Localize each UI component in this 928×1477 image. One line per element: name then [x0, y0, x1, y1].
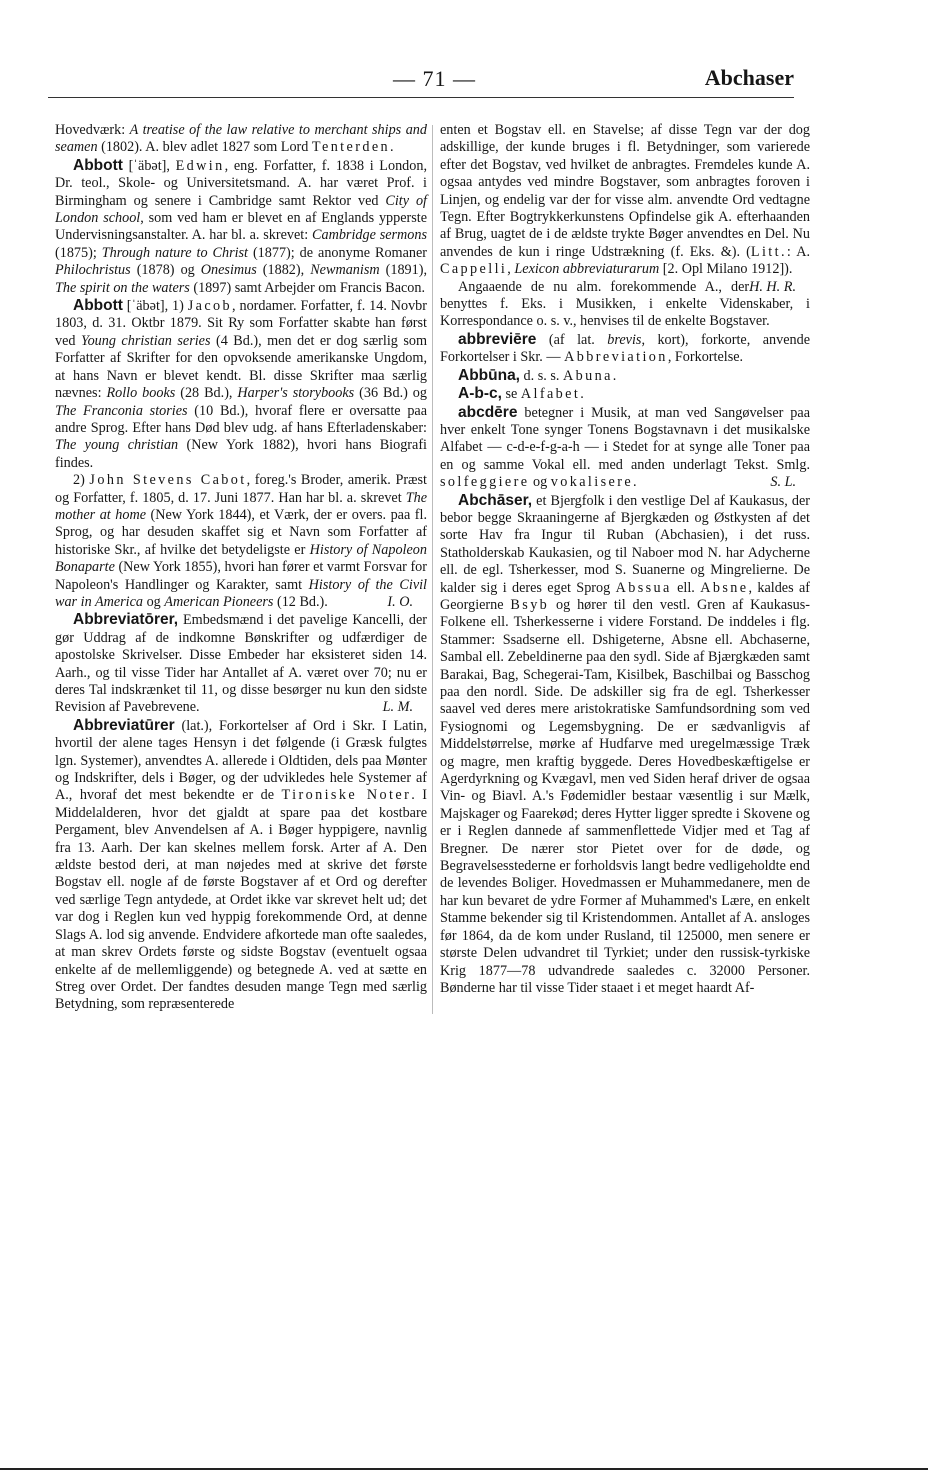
text-run: [ˈäbət], — [122, 157, 176, 174]
spaced-name: Abssua — [615, 579, 672, 596]
entry-headword: Abchāser, — [458, 491, 533, 509]
text-run: og hører til den vestl. Gren af Kaukasus-Folkene ell. Tsherkesserne i videre Forstand. De inddeles i flg. Stammer: Ssadserne ell. Dshigeterne, Absne ell. Abchaserne, Sambal ell. Zebeldinerne paa den sydl. Side af Bjærgkæden samt Barakai, Bag, Schegerai-Tam, Kisilbek, Baschilbai og Basschog paa den nordl. Side. De adskiller sig fra de egl. Tsherkesser saavel ved deres mere aristokratiske Samfundsordning som ved Fysiognomi og Legemsbygning. De er sædvanligvis af Middelstørrelse, mørke af Hudfarve med uregelmæssige Træk og magre, men kraftig byggede. Deres Hovedbeskæftigelse er Agerdyrkning og Kvægavl, men ved Siden heraf driver de ogsaa Vin- og Biavl. A.'s Fødemidler bestaar væsentlig i sur Mælk, Majskager og Faarekød; deres Hytter ligger spredte i Skovene og er i Reglen dannede af sammenflettede Vidjer med et Tag af Bregner. De nærer stor Pietet over for de døde, og Begravelsesstederne er forholdsvis langt bedre vedligeholdte end de levendes Boliger. Hovedmassen er Muhammedanere, men de har kun bevaret de ydre Former af Muhammed's Lære, en enkelt Stamme bekender sig til Kristendommen. Antallet af A. ansloges før 1864, da de kom under Rusland, til 125000, men senere er største Delen udvandret til Tyrkiet; under den russisk-tyrkiske Krig 1877—78 udvandrede saaledes c. 32000 Personer. Bønderne har til visse Tider staaet i et meget haardt Af- — [440, 596, 810, 996]
italic-title: A treatise of the law relative to merchant ships and seamen — [55, 122, 427, 156]
italic-title: American Pioneers — [164, 593, 274, 610]
header-rule — [48, 97, 794, 98]
italic-title: History of Napoleon Bonaparte — [55, 541, 427, 576]
spaced-name: Jacob — [187, 298, 233, 315]
left-column — [55, 122, 427, 1014]
spaced-name: Absne — [700, 579, 749, 596]
text-run: . — [633, 474, 637, 491]
italic-title: Rollo books — [106, 385, 176, 402]
text-run: (lat.), Forkortelser af Ord i Skr. I Latin, hvortil der alene tages Hensyn i det følgende (i Græsk fulgtes lgn. Systemer), anvendtes A. allerede i Oldtiden, dels paa Mønter og Indskrifter, dels i Bøger, og der udvikledes hele Systemer af A., hvoraf det mest bekendte er de — [55, 717, 427, 804]
author-signature: H. H. R. — [749, 278, 796, 295]
text-run: , foreg.'s Broder, amerik. Præst og Forfatter, f. 1805, d. 17. Juni 1877. Han har bl. a. skrevet — [55, 472, 427, 506]
text-run: (New York 1844), et Værk, der er overs. paa fl. Sprog, og har desuden skaffet sig et Navn som Forfatter af historiske Skr., af hvilke det betydeligste er — [55, 506, 427, 558]
author-signature: S. L. — [770, 474, 796, 491]
spaced-name: Tironiske Noter — [281, 787, 412, 804]
italic-title: Philochristus — [55, 262, 131, 279]
text-run: , — [507, 261, 515, 278]
spaced-name: Edwin — [175, 157, 225, 174]
entry-headword: Abbott — [73, 156, 123, 174]
italic-title: The mother at home — [55, 489, 427, 523]
spaced-name: John Stevens Cabot — [89, 472, 247, 489]
bottom-rule — [0, 1468, 928, 1470]
italic-title: History of the Civil war in America — [55, 576, 427, 610]
italic-title: Onesimus — [200, 262, 257, 279]
text-run: (1802). A. blev adlet 1827 som Lord — [97, 139, 312, 156]
text-run: Embedsmænd i det pavelige Kancelli, der gør Uddrag af de indkomne Bønskrifter og udfærdiger de apostolske Skrivelser. Disse Embeder har eksisteret siden 14. Aarh., og til visse Tider har Antallet af A. været over 70; nu er deres Tal indskrænket til 11, og disse besørger nu kun den sidste Revision af Pavebrevene. — [55, 612, 427, 716]
text-run: (4 Bd.), men det er dog særlig som Forfatter af Skrifter for den opvoksende amerikanske Ungdom, at hans Navn er blevet kendt. Bl. disse Skrifter maa særlig nævnes: — [55, 332, 427, 402]
text-run: (1878) og — [130, 262, 201, 279]
text-run: (1891), — [379, 262, 428, 279]
text-run: et Bjergfolk i den vestlige Del af Kaukasus, der bebor begge Skraaningerne af Bjergkæden og Østkysten af det sorte Hav fra Ingur til Ruban (Abchasien), i det russ. Statholderskab Kaukasien, og til Naboer mod N. har Adycherne ell. de egl. Tsherkesser, mod S. Suanerne og Mingrelierne. De kalder sig i deres eget Sprog — [440, 492, 810, 596]
continued-paragraph — [55, 122, 427, 157]
text-run: [2. Opl Milano 1912]). — [659, 261, 793, 278]
text-run: Angaaende de nu alm. forekommende A., der benyttes f. Eks. i Musikken, i enkelte Videnskaber, i Korrespondance o. s. v., henvises til de enkelte Bogstaver. — [440, 278, 810, 330]
continued-paragraph — [440, 122, 811, 295]
italic-title: Newmanism — [310, 262, 380, 279]
dictionary-entry — [55, 472, 427, 611]
text-run: ell. — [671, 579, 701, 596]
spaced-name: Abuna — [562, 367, 613, 384]
text-run: . — [580, 386, 584, 403]
text-run: , eng. Forfatter, f. 1838 i London, Dr. teol., Skole- og Universitetsmand. A. har været Prof. i Birmingham og senere i Cambridge samt Rektor ved — [55, 157, 427, 209]
dictionary-entry — [440, 492, 810, 998]
text-run: d. s. s. — [520, 367, 563, 384]
dictionary-entry — [440, 367, 810, 385]
text-run: (New York 1882), hvori hans Biografi findes. — [55, 437, 427, 471]
text-run: . I Middelalderen, hvor det gjaldt at spare paa det kostbare Pergament, blev Anvendelsen af A. i Bøger hyppigere, navnlig fra 13. Aarh. Der kan skelnes mellem forsk. Arter af A. Den ældste bestod deri, at man nøjedes med at skrive det første Bogstav ell. nogle af de første Bogstaver af et Ord og derefter ved særlige Tegn antydede, at Ordet ikke var skrevet helt ud; det var dog i Reglen kun ved hyppig forekommende Ord, at denne Slags A. lod sig anvende. Endvidere afkortede man ofte saaledes, at man skrev Ordets første og sidste Bogstav (eventuelt ogsaa enkelte af de mellemliggende) og betegnede A. ved at sætte en Streg over Ordet. Der fandtes desuden mange Tegn med særlig Betydning, som repræsenterede — [55, 787, 427, 1013]
spaced-name: Tenterden — [311, 139, 391, 156]
text-run: Hovedværk: — [55, 122, 130, 138]
dictionary-entry — [55, 717, 427, 1014]
spaced-name: Bsyb — [510, 596, 550, 613]
entry-headword: Abbreviatōrer, — [73, 611, 179, 629]
text-run: enten et Bogstav ell. en Stavelse; af disse Tegn var der dog adskillige, der kunde bruges i fl. Betydninger, som varierede efter det Bogstav, ved hvilket de anbragtes. Fremdeles kunde A. ogsaa antydes ved mindre Bogstaver, som anbragtes foroven i Linjen, og endelig var der for visse alm. anvendte Ord vedtagne Tegn. Efter Bogtrykkerkunstens Opfindelse gik A. efterhaanden af Brug, uagtet de i de ældste trykte Bøger anvendtes en Del. Nu anvendes de kun i ringe Udstrækning (f. Eks. &). ( — [440, 122, 810, 260]
text-run: (1877); de anonyme Romaner — [248, 244, 427, 261]
text-run: , som ved ham er blevet en af Englands ypperste Undervisningsanstalter. A. har bl. a. skrevet: — [55, 210, 428, 244]
text-run: (12 Bd.). — [273, 593, 328, 610]
text-run: (10 Bd.), hvoraf flere er oversatte paa andre Sprog. Efter hans Død blev udg. af hans Efterladenskaber: — [55, 402, 428, 436]
text-run: . — [390, 139, 394, 156]
dictionary-entry — [55, 611, 427, 716]
entry-headword: Abbreviatūrer — [73, 716, 175, 734]
text-run: (1882), — [256, 262, 311, 279]
text-run: (28 Bd.), — [175, 385, 238, 402]
dictionary-entry — [440, 385, 810, 403]
text-run: 2) — [73, 472, 90, 489]
text-run: se — [501, 386, 521, 403]
spaced-name: solfeggiere — [440, 474, 530, 491]
text-run: , kaldes af Georgierne — [440, 579, 810, 613]
italic-title: The spirit on the waters — [55, 279, 190, 296]
italic-title: City of London school — [55, 192, 427, 227]
text-run: , kort), forkorte, anvende Forkortelser i Skr. — — [440, 331, 810, 366]
text-run: , nordamer. Forfatter, f. 14. Novbr 1803, d. 31. Oktbr 1879. Sit Ry som Forfatter skabte han først ved — [55, 298, 427, 349]
text-run: (af lat. — [536, 331, 608, 348]
italic-title: brevis — [607, 331, 642, 348]
italic-title: Cambridge sermons — [312, 227, 427, 244]
author-signature: L. M. — [382, 699, 413, 716]
text-run: og — [143, 593, 165, 610]
spaced-name: Abbreviation — [564, 349, 668, 366]
author-signature: I. O. — [387, 593, 413, 610]
entry-headword: Abbūna, — [458, 366, 520, 384]
text-run: : A. — [786, 243, 811, 260]
text-run: [ˈäbət], 1) — [122, 298, 188, 315]
text-run: betegner i Musik, at man ved Sangøvelser paa hver enkelt Tone synger Tonens Bogstavnavn i det musikalske Alfabet — c-d-e-f-g-a-h — i Stedet for at synge alle Toner paa en og samme Vokal ell. med anden underlagt Tekst. Smlg. — [440, 404, 810, 473]
italic-title: Young christian series — [80, 332, 211, 349]
dictionary-entry — [55, 157, 427, 297]
dictionary-entry — [55, 297, 427, 472]
spaced-name: Litt. — [750, 243, 787, 260]
entry-headword: abcdēre — [458, 403, 518, 421]
right-column — [440, 122, 810, 997]
text-run: og — [529, 474, 551, 491]
page-number: — 71 — — [393, 66, 476, 91]
text-run: (New York 1855), hvori han fører et varmt Forsvar for Napoleon's Handlinger og Karakter, samt — [55, 559, 427, 593]
italic-title: Harper's storybooks — [237, 385, 355, 402]
italic-title: Through nature to Christ — [101, 244, 248, 261]
entry-headword: abbreviēre — [458, 330, 537, 348]
italic-title: Lexicon abbreviaturarum — [514, 261, 660, 278]
italic-title: The young christian — [55, 437, 179, 454]
page-header — [48, 62, 794, 98]
entry-headword: Abbott — [73, 297, 123, 315]
text-run: (1897) samt Arbejder om Francis Bacon. — [189, 279, 426, 296]
spaced-name: Cappelli — [440, 261, 508, 278]
spaced-name: vokalisere — [550, 474, 634, 491]
dictionary-entry — [440, 331, 810, 367]
spaced-name: Alfabet — [520, 386, 581, 403]
running-head: Abchaser — [704, 65, 794, 90]
text-run: (36 Bd.) og — [354, 385, 427, 402]
dictionary-entry — [440, 404, 810, 492]
text-run: (1875); — [55, 244, 102, 261]
text-run: , Forkortelse. — [667, 349, 744, 366]
text-run: . — [612, 367, 617, 384]
column-divider — [432, 125, 433, 1014]
italic-title: The Franconia stories — [55, 402, 188, 419]
entry-headword: A-b-c, — [458, 385, 502, 403]
